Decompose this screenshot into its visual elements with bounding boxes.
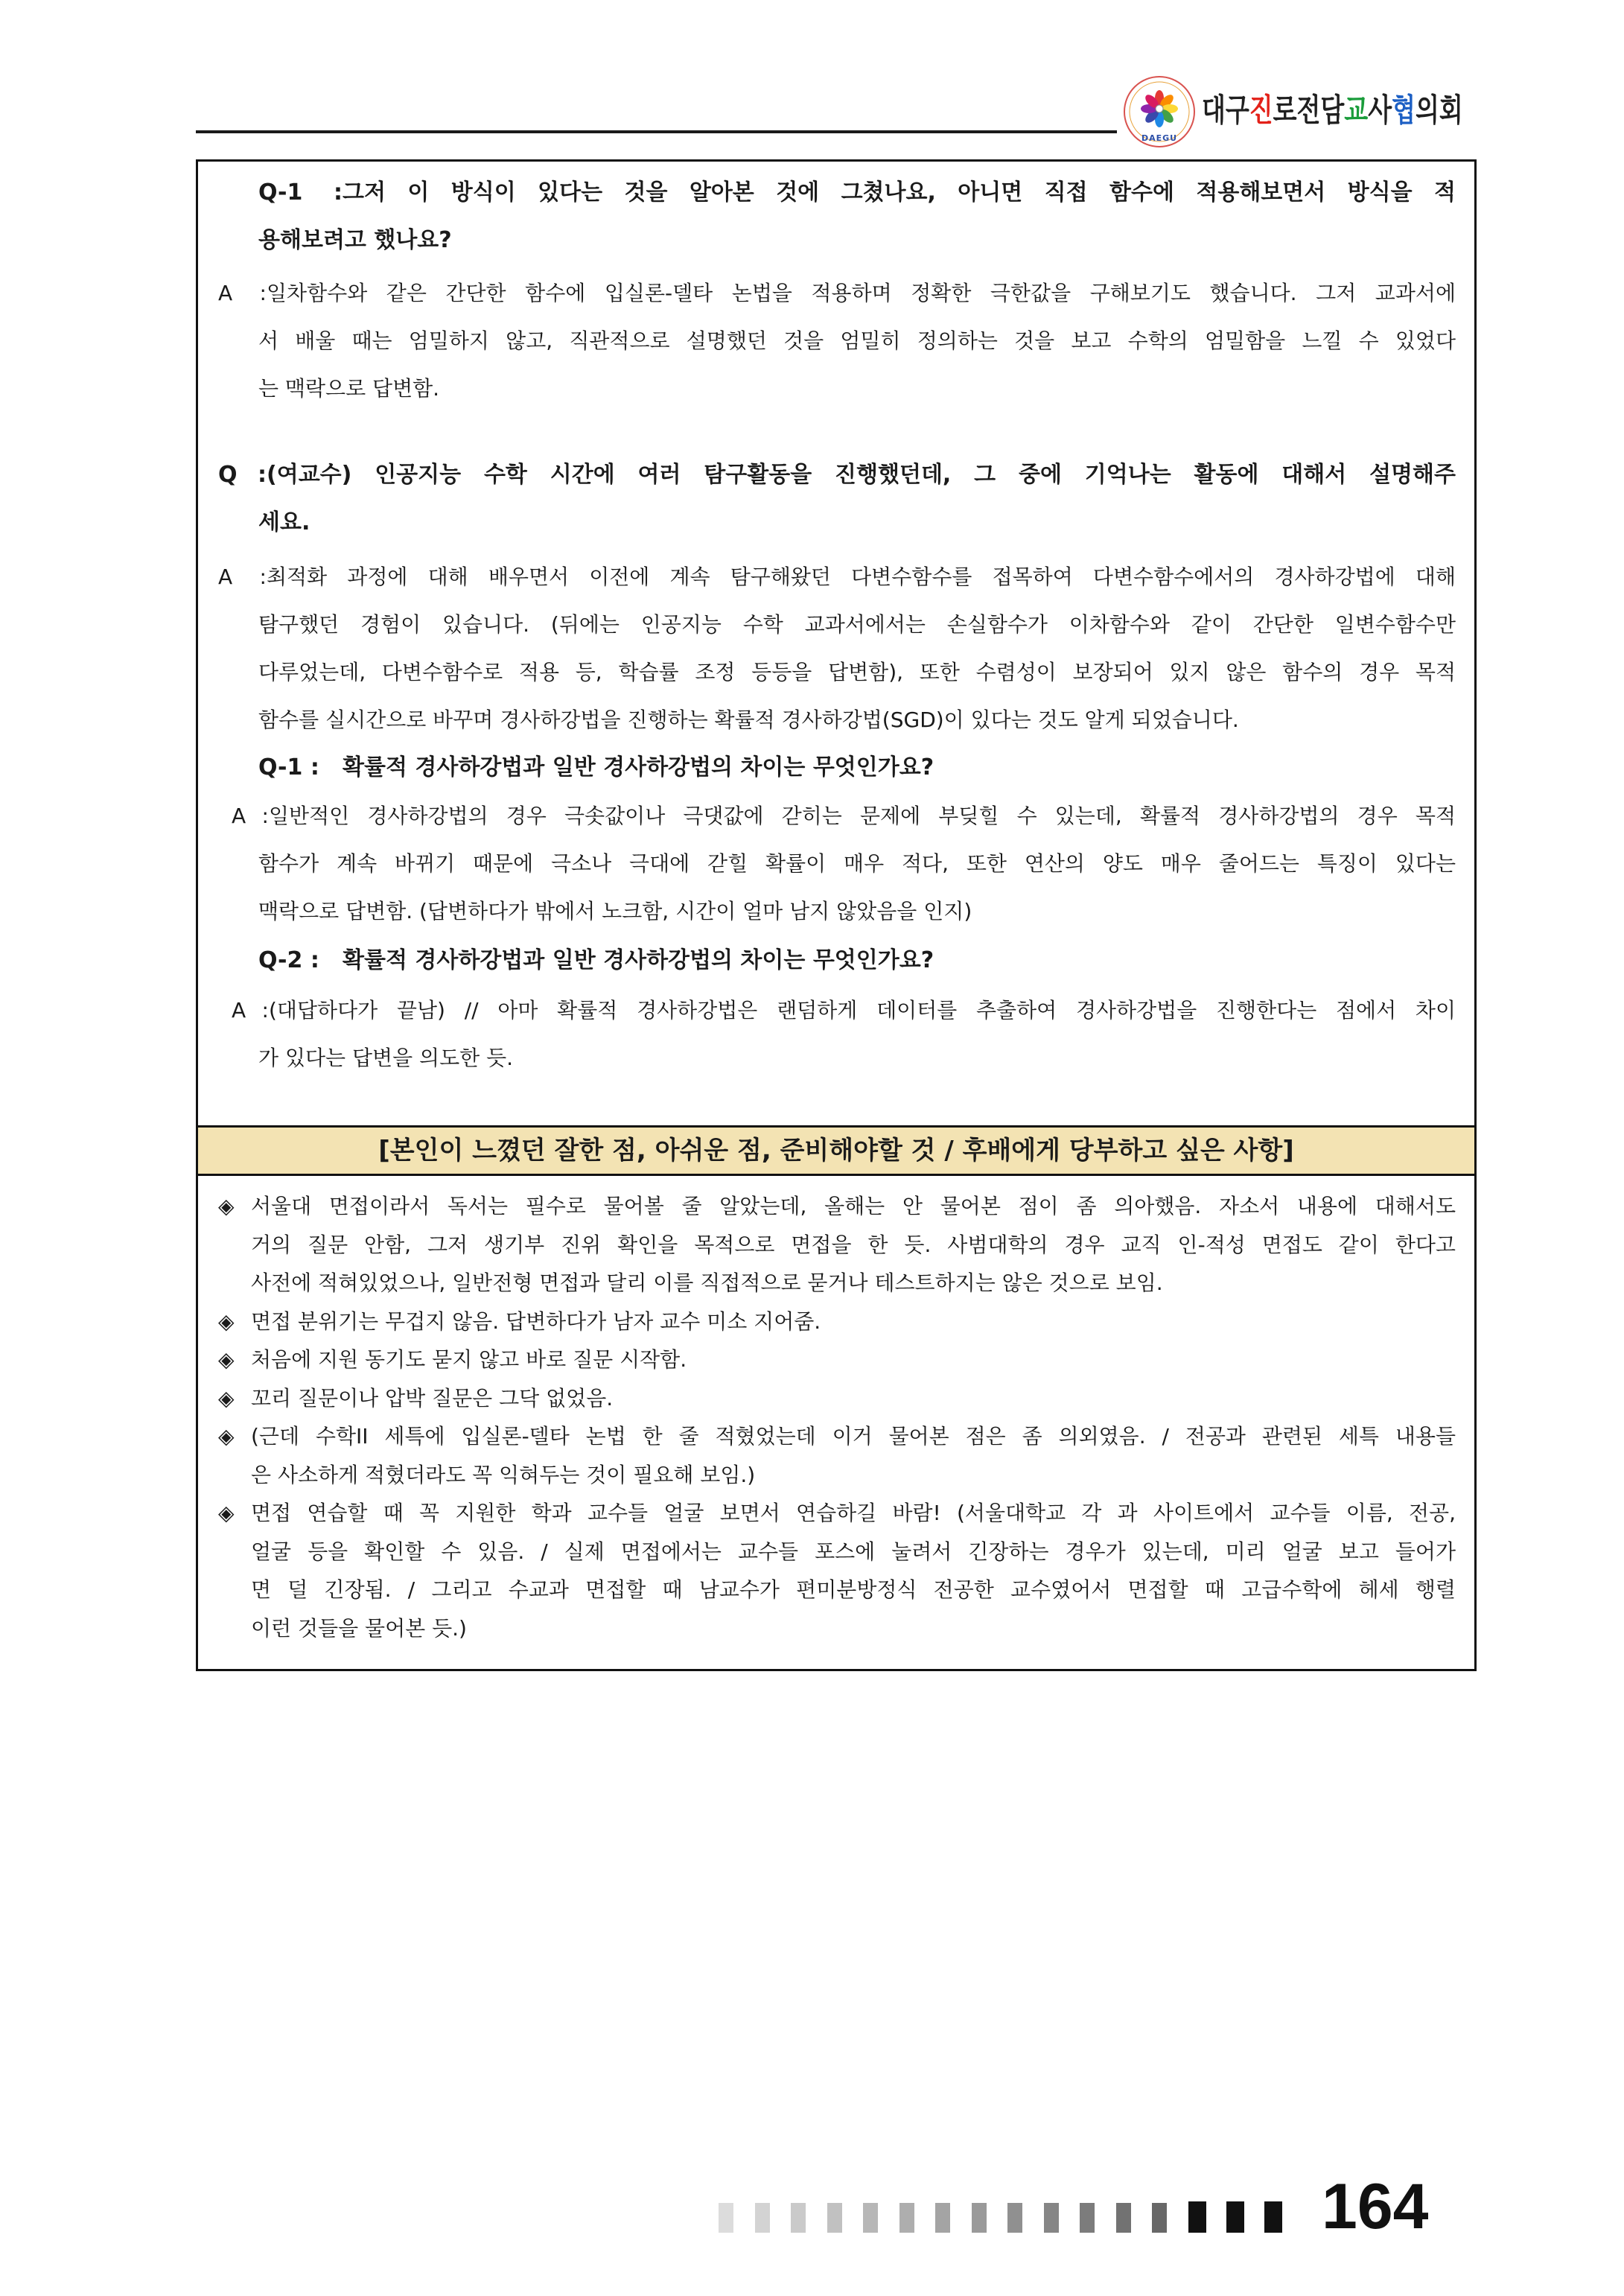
answer-block: [198, 553, 1456, 744]
answer-line: 탐구했던 경험이 있습니다. (뒤에는 인공지능 수학 교과서에서는 손실함수가 이차함수와 같이 간단한 일변수함수만: [258, 612, 1456, 637]
question-text: 확률적 경사하강법과 일반 경사하강법의 차이는 무엇인가요?: [343, 947, 934, 973]
org-name-part: 협: [1392, 91, 1416, 129]
reflection-list: [198, 1187, 1474, 1647]
page-marker-bar: [1226, 2201, 1244, 2233]
question-line: 세요.: [258, 509, 311, 535]
question-block: [198, 169, 1456, 264]
reflection-line: 얼굴 등을 확인할 수 있음. / 실제 면접에서는 교수들 포스에 눌려서 긴장하는 경우가 있는데, 미리 얼굴 보고 들어가: [251, 1539, 1456, 1564]
reflection-line: [218, 1187, 1456, 1226]
answer-line: 가 있다는 답변을 의도한 듯.: [258, 1046, 514, 1070]
question-block: [198, 937, 1456, 985]
page-marker-bar: [755, 2203, 770, 2233]
reflection-item: [198, 1494, 1456, 1647]
question-line: [258, 169, 1456, 217]
header-rule: [196, 130, 1117, 133]
question-label: Q-1 :: [258, 754, 319, 780]
reflection-line: 면 덜 긴장됨. / 그리고 수교과 면접할 때 남교수가 편미분방정식 전공한 교수였어서 면접할 때 고급수학에 헤세 행렬: [251, 1577, 1456, 1602]
reflection-line: 은 사소하게 적혔더라도 꼭 익혀두는 것이 필요해 보임.): [251, 1462, 756, 1487]
question-label: Q :: [218, 462, 267, 488]
page-marker-bar: [1044, 2203, 1059, 2233]
answer-line: [232, 792, 1456, 840]
reflection-line: 이런 것들을 물어본 듯.): [251, 1615, 467, 1641]
answer-line: [218, 270, 1456, 317]
question-line: [218, 451, 1456, 499]
page-marker-bar: [899, 2203, 914, 2233]
org-name-part: 교: [1344, 91, 1369, 129]
question-line: [258, 937, 1456, 985]
question-block: [198, 744, 1456, 792]
reflection-item: [198, 1417, 1456, 1494]
question-line: 용해보려고 했나요?: [258, 227, 452, 253]
answer-block: [198, 270, 1456, 413]
answer-line: 는 맥락으로 답변함.: [258, 376, 440, 401]
answer-line: [218, 553, 1456, 601]
answer-label: A :: [218, 281, 267, 305]
reflection-text: 서울대 면접이라서 독서는 필수로 물어볼 줄 알았는데, 올해는 안 물어본 점이 좀 의아했음. 자소서 내용에 대해서도: [251, 1194, 1456, 1218]
page-marker-bar: [972, 2203, 987, 2233]
org-name-part: 의회: [1415, 91, 1463, 129]
page-marker-bar: [863, 2203, 878, 2233]
answer-line: [232, 987, 1456, 1034]
answer-line: 함수가 계속 바뀌기 때문에 극소나 극대에 갇힐 확률이 매우 적다, 또한 연산의 양도 매우 줄어드는 특징이 있다는: [258, 851, 1456, 876]
diamond-bullet-icon: ◈: [218, 1347, 235, 1372]
answer-text: 일차함수와 같은 간단한 함수에 입실론-델타 논법을 적용하며 정확한 극한값을 구해보기도 했습니다. 그저 교과서에: [267, 281, 1456, 305]
answer-line: 함수를 실시간으로 바꾸며 경사하강법을 진행하는 확률적 경사하강법(SGD)이 있다는 것도 알게 되었습니다.: [258, 707, 1239, 732]
reflection-line: [218, 1341, 1456, 1379]
organization-name: [1202, 91, 1463, 129]
answer-block: [198, 792, 1456, 935]
reflection-text: 처음에 지원 동기도 묻지 않고 바로 질문 시작함.: [251, 1347, 687, 1372]
question-label: Q-1 :: [258, 179, 343, 206]
reflection-heading: [본인이 느꼈던 잘한 점, 아쉬운 점, 준비해야할 것 / 후배에게 당부하고 싶은 사항]: [198, 1125, 1474, 1176]
page-marker-bar: [1080, 2203, 1095, 2233]
answer-line: 서 배울 때는 엄밀하지 않고, 직관적으로 설명했던 것을 엄밀히 정의하는 것을 보고 수학의 엄밀함을 느낄 수 있었다: [258, 328, 1456, 353]
reflection-line: [218, 1303, 1456, 1341]
diamond-bullet-icon: ◈: [218, 1385, 235, 1411]
page-marker-bar: [935, 2203, 950, 2233]
page-marker-bar: [827, 2203, 842, 2233]
reflection-line: [218, 1379, 1456, 1418]
question-block: [198, 451, 1456, 547]
question-text: 그저 이 방식이 있다는 것을 알아본 것에 그쳤나요, 아니면 직접 함수에 적용해보면서 방식을 적: [343, 179, 1456, 206]
question-text: (여교수) 인공지능 수학 시간에 여러 탐구활동을 진행했던데, 그 중에 기억나는 활동에 대해서 설명해주: [267, 462, 1456, 488]
org-name-part: 로전담: [1273, 91, 1345, 129]
council-logo: [1122, 74, 1197, 149]
answer-line: 맥락으로 답변함. (답변하다가 밖에서 노크함, 시간이 얼마 남지 않았음을 인지): [258, 899, 972, 923]
diamond-bullet-icon: ◈: [218, 1501, 235, 1525]
logo-lettering: DAEGU: [1141, 133, 1178, 143]
reflection-item: [198, 1379, 1456, 1418]
diamond-bullet-icon: ◈: [218, 1308, 235, 1334]
org-name-part: 대구: [1202, 91, 1249, 129]
page-marker-bar: [1116, 2203, 1131, 2233]
question-text: 확률적 경사하강법과 일반 경사하강법의 차이는 무엇인가요?: [343, 754, 934, 780]
diamond-bullet-icon: ◈: [218, 1424, 235, 1448]
answer-block: [198, 987, 1456, 1082]
answer-label: A :: [232, 804, 269, 828]
page-marker-bar: [1264, 2201, 1282, 2233]
interview-qa-section: [198, 162, 1474, 1082]
org-name-part: 진: [1249, 91, 1273, 129]
question-label: Q-2 :: [258, 947, 319, 973]
org-name-part: 사: [1368, 91, 1392, 129]
reflection-text: 면접 분위기는 무겁지 않음. 답변하다가 남자 교수 미소 지어줌.: [251, 1308, 821, 1334]
reflection-item: [198, 1341, 1456, 1379]
reflection-text: 꼬리 질문이나 압박 질문은 그닥 없었음.: [251, 1385, 614, 1411]
reflection-text: 면접 연습할 때 꼭 지원한 학과 교수들 얼굴 보면서 연습하길 바람! (서울대학교 각 과 사이트에서 교수들 이름, 전공,: [251, 1501, 1456, 1525]
question-line: [258, 744, 1456, 792]
reflection-line: 거의 질문 안함, 그저 생기부 진위 확인을 목적으로 면접을 한 듯. 사범대학의 경우 교직 인-적성 면접도 같이 한다고: [251, 1232, 1456, 1257]
answer-label: A :: [232, 998, 269, 1023]
page-number: 164: [1322, 2171, 1429, 2242]
reflection-line: [218, 1417, 1456, 1456]
answer-text: (대답하다가 끝남) // 아마 확률적 경사하강법은 랜덤하게 데이터를 추출하여 경사하강법을 진행한다는 점에서 차이: [269, 998, 1456, 1023]
answer-line: 다루었는데, 다변수함수로 적용 등, 학습률 조정 등등을 답변함), 또한 수렴성이 보장되어 있지 않은 함수의 경우 목적: [258, 660, 1456, 684]
answer-text: 최적화 과정에 대해 배우면서 이전에 계속 탐구해왔던 다변수함수를 접목하여 다변수함수에서의 경사하강법에 대해: [267, 565, 1456, 589]
council-logo-emblem: [1122, 74, 1197, 149]
reflection-item: [198, 1303, 1456, 1341]
reflection-line: 사전에 적혀있었으나, 일반전형 면접과 달리 이를 직접적으로 묻거나 테스트하지는 않은 것으로 보임.: [251, 1271, 1163, 1295]
page-marker-bar: [1152, 2203, 1167, 2233]
answer-text: 일반적인 경사하강법의 경우 극솟값이나 극댓값에 갇히는 문제에 부딪힐 수 있는데, 확률적 경사하강법의 경우 목적: [269, 804, 1456, 828]
page-marker-bar: [719, 2203, 733, 2233]
reflection-line: [218, 1494, 1456, 1533]
diamond-bullet-icon: ◈: [218, 1194, 235, 1218]
page-marker-bar: [791, 2203, 806, 2233]
reflection-item: [198, 1187, 1456, 1303]
answer-label: A :: [218, 565, 267, 589]
page-marker-bar: [1007, 2203, 1022, 2233]
page-marker-bars: [719, 2200, 1302, 2233]
reflection-text: (근데 수학II 세특에 입실론-델타 논법 한 줄 적혔었는데 이거 물어본 점은 좀 의외였음. / 전공과 관련된 세특 내용들: [251, 1424, 1456, 1448]
page-marker-bar: [1188, 2201, 1206, 2233]
interview-record-box: [196, 159, 1477, 1671]
